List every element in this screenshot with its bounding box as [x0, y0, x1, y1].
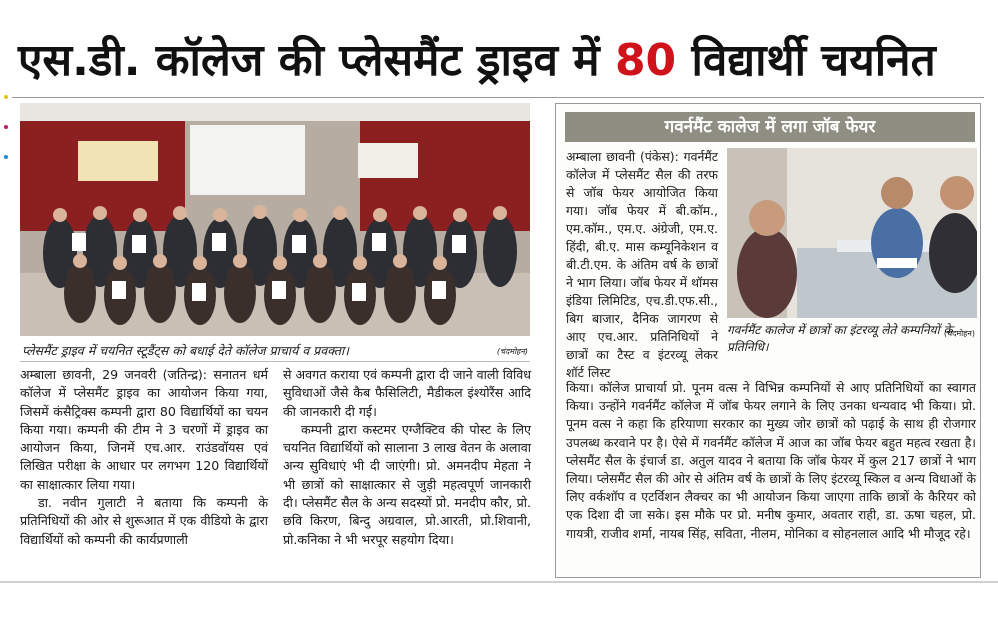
story-paragraph: डा. नवीन गुलाटी ने बताया कि कम्पनी के प्रतिनिधियों की ओर से शुरूआत में एक वीडियो के द्वारा विद्यार्थियों को कम्पनी की कार्यप्रणाली: [20, 495, 268, 547]
headline-part2: विद्यार्थी चयनित: [676, 35, 936, 86]
interview-photo-caption-text: गवर्नमैंट कालेज में छात्रों का इंटरव्यू लेते कम्पनियों के प्रतिनिधि।: [727, 323, 953, 354]
interview-photo-credit: (चंदमोहन): [943, 329, 975, 338]
caption-divider: [20, 361, 530, 362]
bottom-divider: [0, 581, 998, 583]
main-photo-caption: [22, 342, 530, 359]
headline-number: 80: [614, 35, 677, 86]
margin-marker: [4, 95, 8, 99]
sidebar-paragraph: किया। कॉलेज प्राचार्या प्रो. पूनम वत्स ने विभिन्न कम्पनियों से आए प्रतिनिधियों का स्वागत किया। उन्होंने गवर्नमैंट कॉलेज में जॉब फेयर लगाने के लिए उनका धन्यवाद भी किया। प्रो. पूनम वत्स ने कहा कि हरियाणा सरकार का मुख्य जोर छात्रों को पढ़ाई के साथ ही रोजगार उपलब्ध करवाने पर है। ऐसे में गवर्नमैंट कॉलेज में आज का जॉब फेयर बहुत महत्व रखता है। प्लेसमैंट सैल के इंचार्ज डा. अतुल यादव ने बताया कि जॉब फेयर में कुल 217 छात्रों ने भाग लिया। प्लेसमैंट सैल की ओर से अंतिम वर्ष के छात्रों के लिए इंटरव्यू स्किल व अन्य विधाओं के लिए वर्कशॉप व एटर्विशन लैक्चर का भी आयोजन किया जाएगा ताकि छात्रों के कैरियर को एक दिशा दी जा सके। इस मौके पर प्रो. मनीष कुमार, अवतार राही, डा. ऊषा चहल, प्रो. गायत्री, राजीव शर्मा, नायब सिंह, सविता, नीलम, मोनिका व सोहनलाल आदि भी मौजूद रहे।: [566, 380, 976, 541]
story-paragraph: अम्बाला छावनी, 29 जनवरी (जतिन्द्र): सनातन धर्म कॉलेज में प्लेसमैंट ड्राइव का आयोजन किया गया, जिसमें कंसैट्रिक्स कम्पनी द्वारा 80 विद्यार्थियों का चयन किया गया। कम्पनी की टीम ने 3 चरणों में ड्राइव का आयोजन किया, जिनमें एच.आर. राउंडवॉयस एवं लिखित परीक्षा के आधार पर लगभग 120 विद्यार्थियों का साक्षात्कार लिया गया।: [20, 367, 268, 492]
top-divider: [12, 97, 984, 98]
main-photo-caption-text: प्लेसमैंट ड्राइव में चयनित स्टूडैंट्स को बधाई देते कॉलेज प्राचार्य व प्रवक्ता।: [22, 343, 350, 358]
headline-part1: एस.डी. कॉलेज की प्लेसमैंट ड्राइव में: [18, 35, 615, 86]
story-column-1: [20, 366, 268, 549]
story-column-2: [283, 366, 531, 549]
interview-photo-caption: [727, 322, 977, 356]
sidebar-continued-text: [566, 379, 976, 543]
story-paragraph: से अवगत कराया एवं कम्पनी द्वारा दी जाने वाली विविध सुविधाओं जैसे कैब फैसिलिटी, मैडीकल इंश्योरैंस आदि की जानकारी दी गई।: [283, 367, 531, 419]
sidebar-lead-text: [566, 148, 718, 382]
margin-marker: [4, 155, 8, 159]
story-paragraph: कम्पनी द्वारा कस्टमर एग्जैक्टिव की पोस्ट के लिए चयनित विद्यार्थियों को सालाना 3 लाख वेतन के अलावा अन्य सुविधाएं भी दी जाएंगी। प्रो. अमनदीप मेहता ने भी छात्रों को साक्षात्कार से जुड़ी महत्वपूर्ण जानकारी दी। प्लेसमैंट सैल के अन्य सदस्यों प्रो. मनदीप कौर, प्रो. छवि किरण, बिन्दु अग्रवाल, प्रो.आरती, प्रो.शिवानी, प्रो.कनिका ने भी भरपूर सहयोग दिया।: [283, 421, 531, 547]
margin-marker: [4, 125, 8, 129]
sidebar-paragraph: अम्बाला छावनी (पंकेस): गवर्नमैंट कॉलेज में प्लेसमैंट सैल की तरफ से जॉब फेयर आयोजित किया गया। जॉब फेयर में बी.कॉम., एम.कॉम., एम.ए. अंग्रेजी, एम.ए. हिंदी, बी.ए. मास कम्यूनिकेशन व बी.टी.एम. के अंतिम वर्ष के छात्रों ने भाग लिया। जॉब फेयर में थॉमस इंडिया लिमिटिड, एच.डी.एफ.सी., बिग बाजार, दैनिक जागरण से आए एच.आर. प्रतिनिधियों ने छात्रों का टैस्ट व इंटरव्यू लेकर शॉर्ट लिस्ट: [566, 149, 718, 380]
interview-photo: [727, 148, 977, 318]
headline: [18, 28, 980, 94]
main-photo-credit: (चंदमोहन): [496, 347, 528, 356]
group-photo: [20, 103, 530, 336]
sidebar-title: गवर्नमैंट कालेज में लगा जॉब फेयर: [565, 112, 975, 142]
